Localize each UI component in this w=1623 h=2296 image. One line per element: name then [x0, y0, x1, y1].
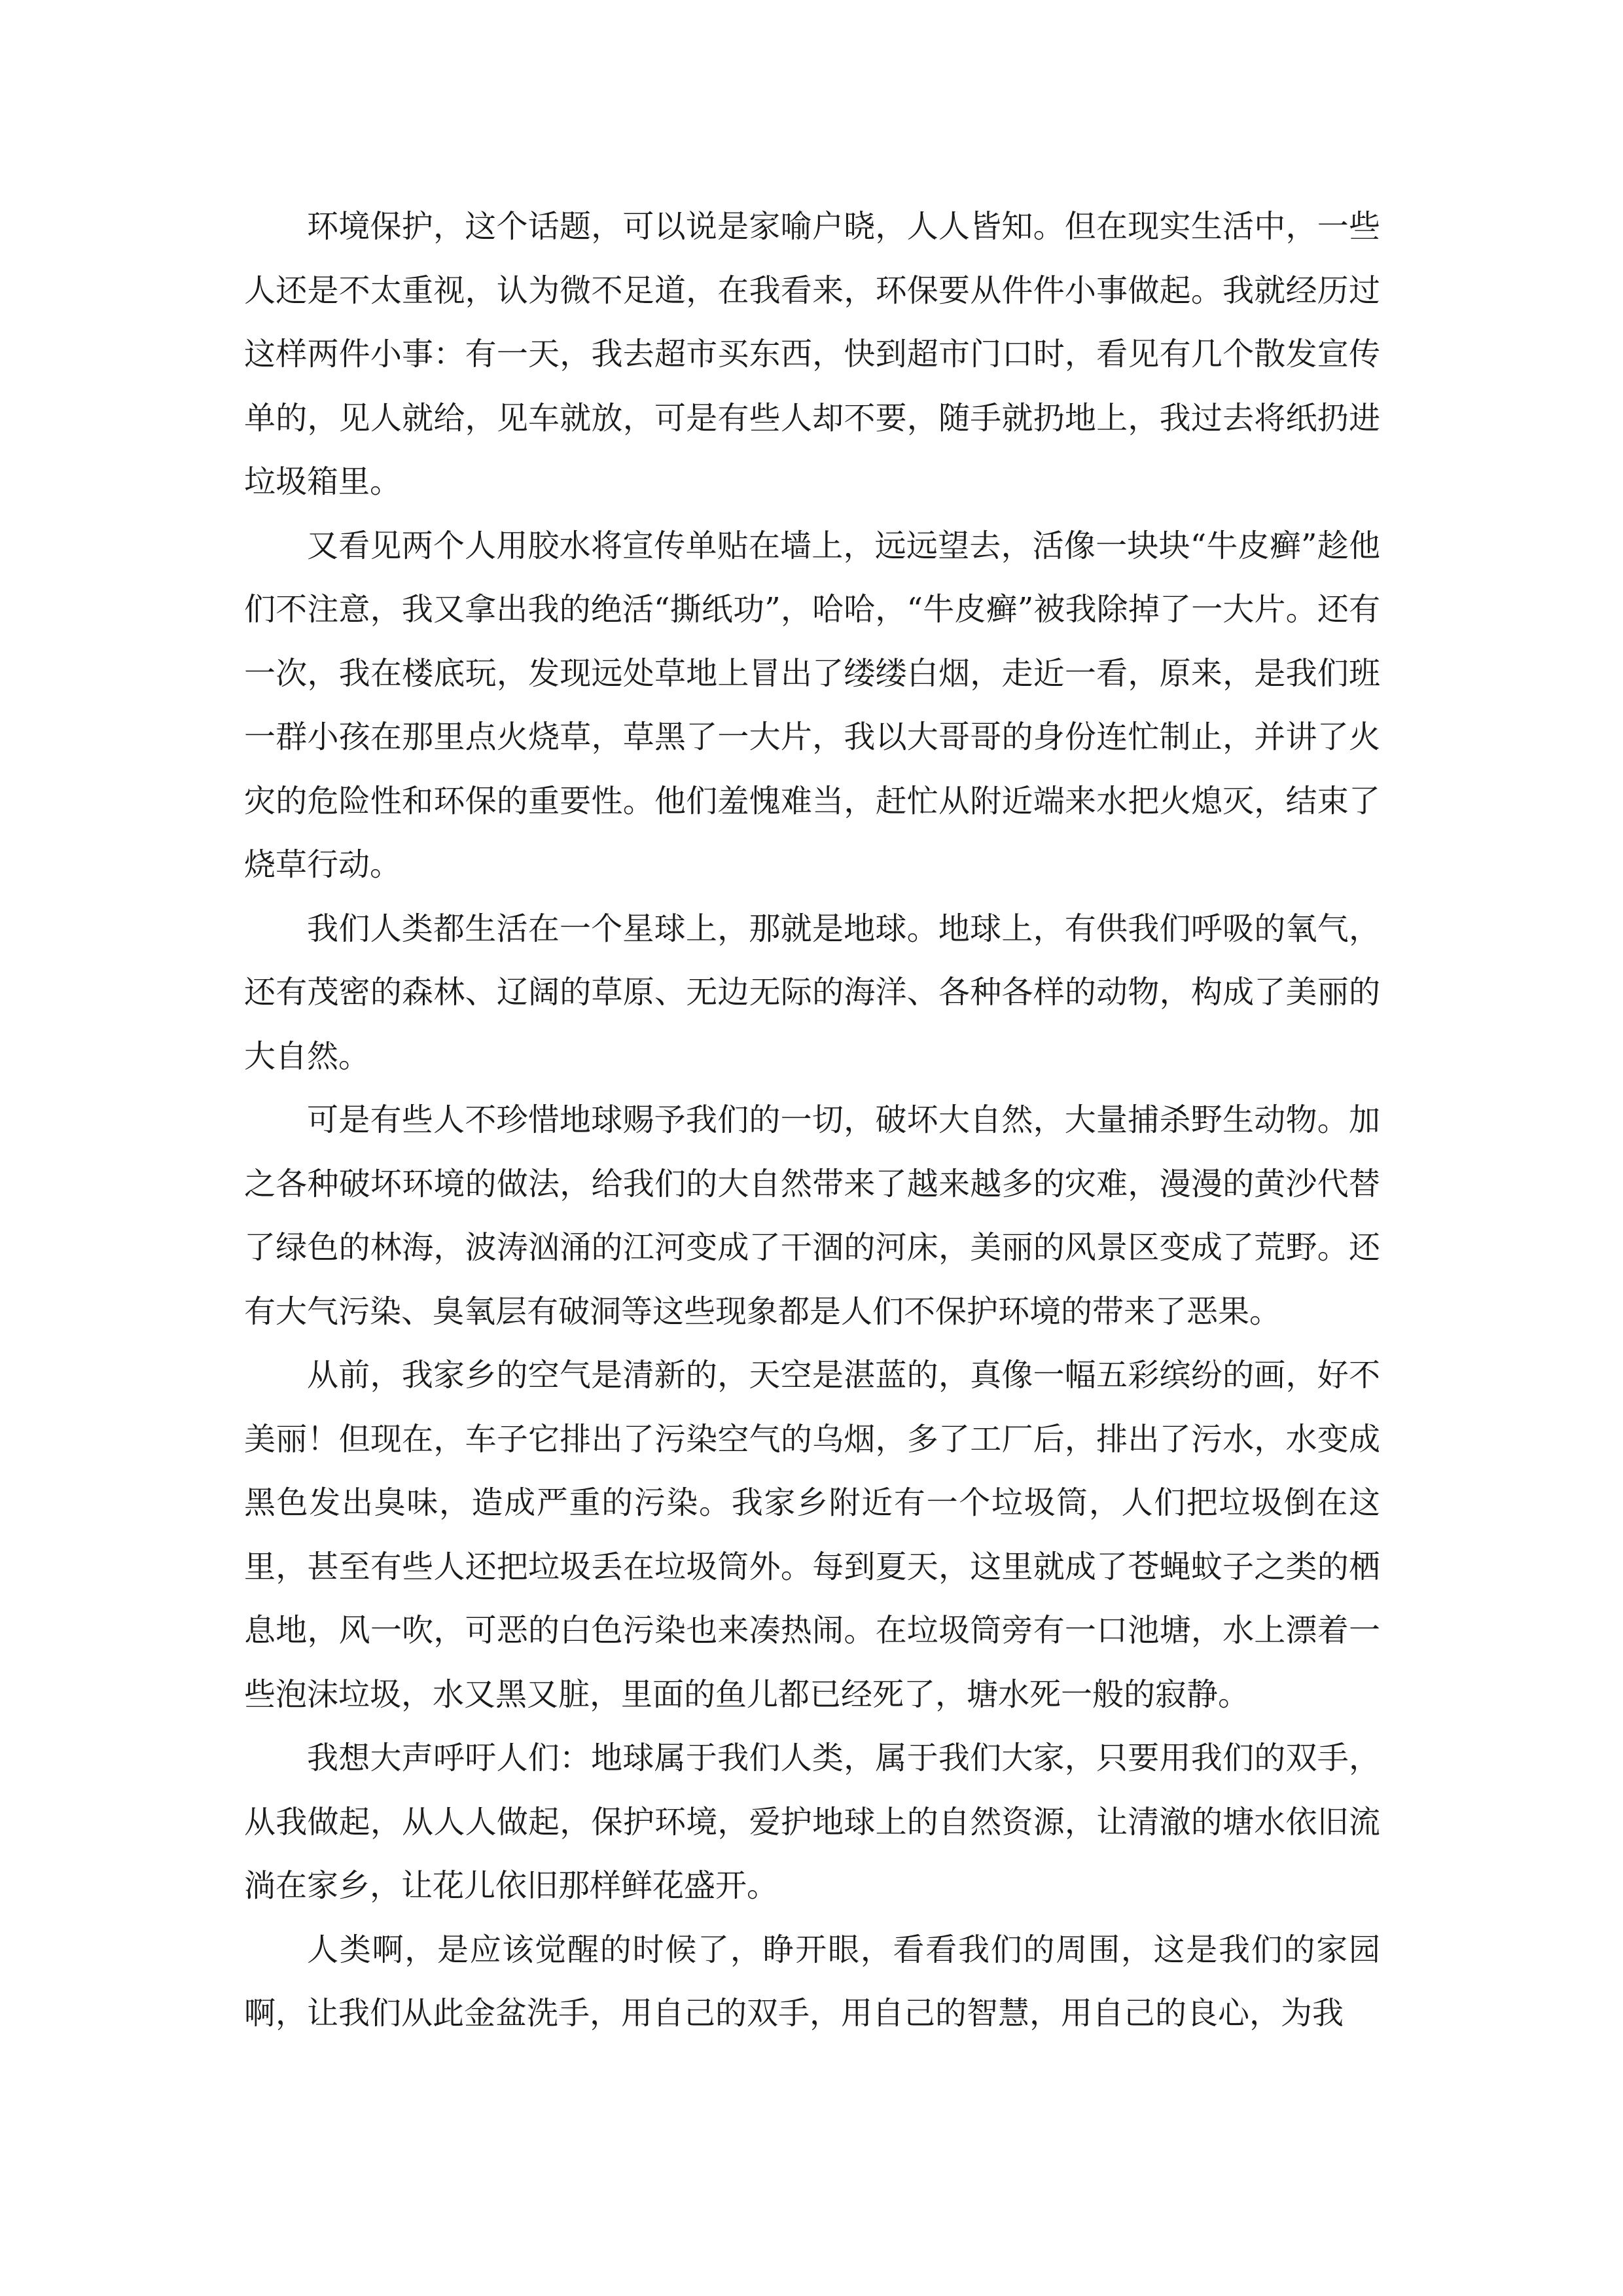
- paragraph-1: 环境保护，这个话题，可以说是家喻户晓，人人皆知。但在现实生活中，一些人还是不太重视，认为微不足道，在我看来，环保要从件件小事做起。我就经历过这样两件小事：有一天，我去超市买东西，快到超市门口时，看见有几个散发宣传单的，见人就给，见车就放，可是有些人却不要，随手就扔地上，我过去将纸扔进垃圾箱里。: [244, 208, 1380, 500]
- paragraph-3: 我们人类都生活在一个星球上，那就是地球。地球上，有供我们呼吸的氧气，还有茂密的森林、辽阔的草原、无边无际的海洋、各种各样的动物，构成了美丽的大自然。: [244, 910, 1380, 1075]
- paragraph-2: 又看见两个人用胶水将宣传单贴在墙上，远远望去，活像一块块“牛皮癣”趁他们不注意，我又拿出我的绝活“撕纸功”，哈哈，“牛皮癣”被我除掉了一大片。还有一次，我在楼底玩，发现远处草地上冒出了缕缕白烟，走近一看，原来，是我们班一群小孩在那里点火烧草，草黑了一大片，我以大哥哥的身份连忙制止，并讲了火灾的危险性和环保的重要性。他们羞愧难当，赶忙从附近端来水把火熄灭，结束了烧草行动。: [244, 527, 1380, 883]
- paragraph-7: 人类啊，是应该觉醒的时候了，睁开眼，看看我们的周围，这是我们的家园啊，让我们从此金盆洗手，用自己的双手，用自己的智慧，用自己的良心，为我: [244, 1931, 1380, 2032]
- paragraph-5: 从前，我家乡的空气是清新的，天空是湛蓝的，真像一幅五彩缤纷的画，好不美丽！但现在，车子它排出了污染空气的乌烟，多了工厂后，排出了污水，水变成黑色发出臭味，造成严重的污染。我家乡附近有一个垃圾筒，人们把垃圾倒在这里，甚至有些人还把垃圾丢在垃圾筒外。每到夏天，这里就成了苍蝇蚊子之类的栖息地，风一吹，可恶的白色污染也来凑热闹。在垃圾筒旁有一口池塘，水上漂着一些泡沫垃圾，水又黑又脏，里面的鱼儿都已经死了，塘水死一般的寂静。: [244, 1357, 1380, 1713]
- essay-body: [244, 195, 1380, 2046]
- paragraph-6: 我想大声呼吁人们：地球属于我们人类，属于我们大家，只要用我们的双手，从我做起，从人人做起，保护环境，爱护地球上的自然资源，让清澈的塘水依旧流淌在家乡，让花儿依旧那样鲜花盛开。: [244, 1740, 1380, 1904]
- paragraph-4: 可是有些人不珍惜地球赐予我们的一切，破坏大自然，大量捕杀野生动物。加之各种破坏环境的做法，给我们的大自然带来了越来越多的灾难，漫漫的黄沙代替了绿色的林海，波涛汹涌的江河变成了干涸的河床，美丽的风景区变成了荒野。还有大气污染、臭氧层有破洞等这些现象都是人们不保护环境的带来了恶果。: [244, 1102, 1380, 1330]
